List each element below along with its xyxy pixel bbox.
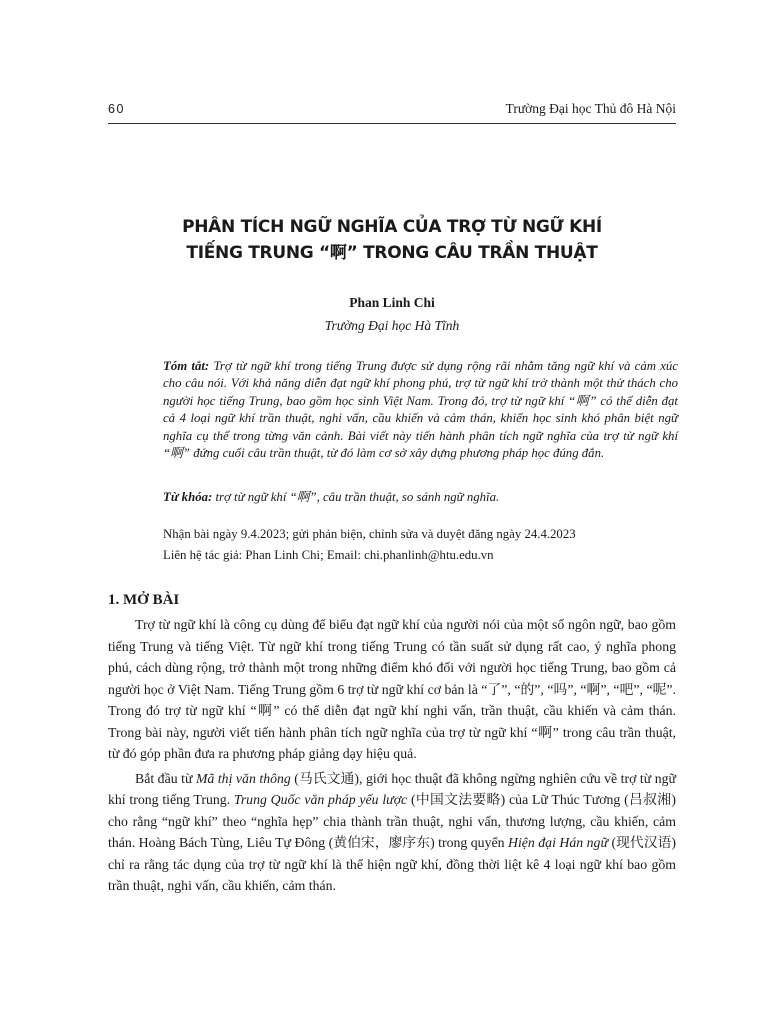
book-title: Hiện đại Hán ngữ bbox=[507, 835, 608, 850]
section-heading: 1. MỞ BÀI bbox=[108, 592, 180, 608]
author-affiliation: Trường Đại học Hà Tĩnh bbox=[324, 318, 460, 333]
page-number: 60 bbox=[108, 102, 125, 116]
running-header bbox=[108, 101, 676, 117]
text-run: Bắt đầu từ bbox=[135, 770, 196, 786]
abstract-text: Trợ từ ngữ khí trong tiếng Trung được sử dụng rộng rãi nhằm tăng ngữ khí và cảm xúc cho câu nói. Với khả năng diễn đạt ngữ khí phong phú, trợ từ ngữ khí trở thành một thử thách cho người học tiếng Trung, bao gồm học sinh Việt Nam. Trong đó, trợ từ ngữ khí “啊” có thể diễn đạt cả 4 loại ngữ khí trần thuật, nghi vấn, cầu khiến và cảm thán, khiến học sinh khó phân biệt ngữ nghĩa cụ thể trong từng văn cảnh. Bài viết này tiến hành phân tích ngữ nghĩa của trợ từ ngữ khí “啊” đứng cuối câu trần thuật, từ đó làm cơ sở xây dựng phương pháp học đúng đắn. bbox=[163, 359, 678, 461]
text-run: (马氏文通), giới học thuật đã không ngừng nghiên cứu về trợ từ ngữ khí trong tiếng Trung. bbox=[108, 770, 676, 807]
text-run: (中国文法要略) của Lữ Thúc Tương (吕叔湘) cho rằng “ngữ khí” theo “nghĩa hẹp” chia thành trần thuật, nghi vấn, thương lượng, cầu khiến, cảm thán. Hoàng Bách Tùng, Liêu Tự Đông (黄伯宋，廖序东) trong quyển bbox=[108, 792, 676, 850]
article-meta bbox=[163, 524, 678, 566]
header-divider bbox=[108, 123, 676, 124]
body-paragraph-1: Trợ từ ngữ khí là công cụ dùng để biểu đạt ngữ khí của người nói của một số ngôn ngữ, bao gồm tiếng Trung và tiếng Việt. Từ ngữ khí trong tiếng Trung có tần suất sử dụng rất cao, ý nghĩa phong phú, cách dùng rộng, trở thành một trong những điểm khó đối với người học tiếng Trung, bao gồm cả người học ở Việt Nam. Tiếng Trung gồm 6 trợ từ ngữ khí cơ bản là “了”, “的”, “吗”, “啊”, “吧”, “呢”. Trong đó trợ từ ngữ khí “啊” có thể diễn đạt ngữ khí nghi vấn, trần thuật, cầu khiến và cảm thán. Trong bài này, người viết tiến hành phân tích ngữ nghĩa của trợ từ ngữ khí “啊” trong câu trần thuật, từ đó góp phần đưa ra phương pháp giảng dạy hiệu quả. bbox=[108, 617, 676, 761]
abstract bbox=[163, 358, 678, 462]
article-title bbox=[108, 214, 676, 266]
keywords bbox=[163, 489, 678, 506]
book-title: Trung Quốc văn pháp yếu lược bbox=[233, 792, 408, 807]
abstract-label: Tóm tắt: bbox=[163, 359, 210, 373]
author-name: Phan Linh Chi bbox=[349, 295, 435, 310]
keywords-text: trợ từ ngữ khí “啊”, câu trần thuật, so sánh ngữ nghĩa. bbox=[215, 490, 500, 504]
author-contact: Liên hệ tác giả: Phan Linh Chi; Email: chi.phanlinh@htu.edu.vn bbox=[163, 548, 494, 562]
book-title: Mã thị văn thông bbox=[195, 770, 291, 786]
received-dates: Nhận bài ngày 9.4.2023; gửi phản biện, chỉnh sửa và duyệt đăng ngày 24.4.2023 bbox=[163, 527, 576, 541]
journal-institution: Trường Đại học Thủ đô Hà Nội bbox=[505, 101, 676, 116]
keywords-label: Từ khóa: bbox=[163, 490, 213, 504]
body-paragraph-2 bbox=[108, 768, 676, 897]
title-line-2: TIẾNG TRUNG “啊” TRONG CÂU TRẦN THUẬT bbox=[186, 243, 598, 263]
section-body bbox=[108, 614, 676, 897]
text-run: (现代汉语) chỉ ra rằng tác dụng của trợ từ ngữ khí là thể hiện ngữ khí, đồng thời liệt kê 4 loại ngữ khí bao gồm trần thuật, nghi vấn, cầu khiến, cảm thán. bbox=[108, 835, 676, 893]
title-line-1: PHÂN TÍCH NGỮ NGHĨA CỦA TRỢ TỪ NGỮ KHÍ bbox=[182, 217, 602, 237]
